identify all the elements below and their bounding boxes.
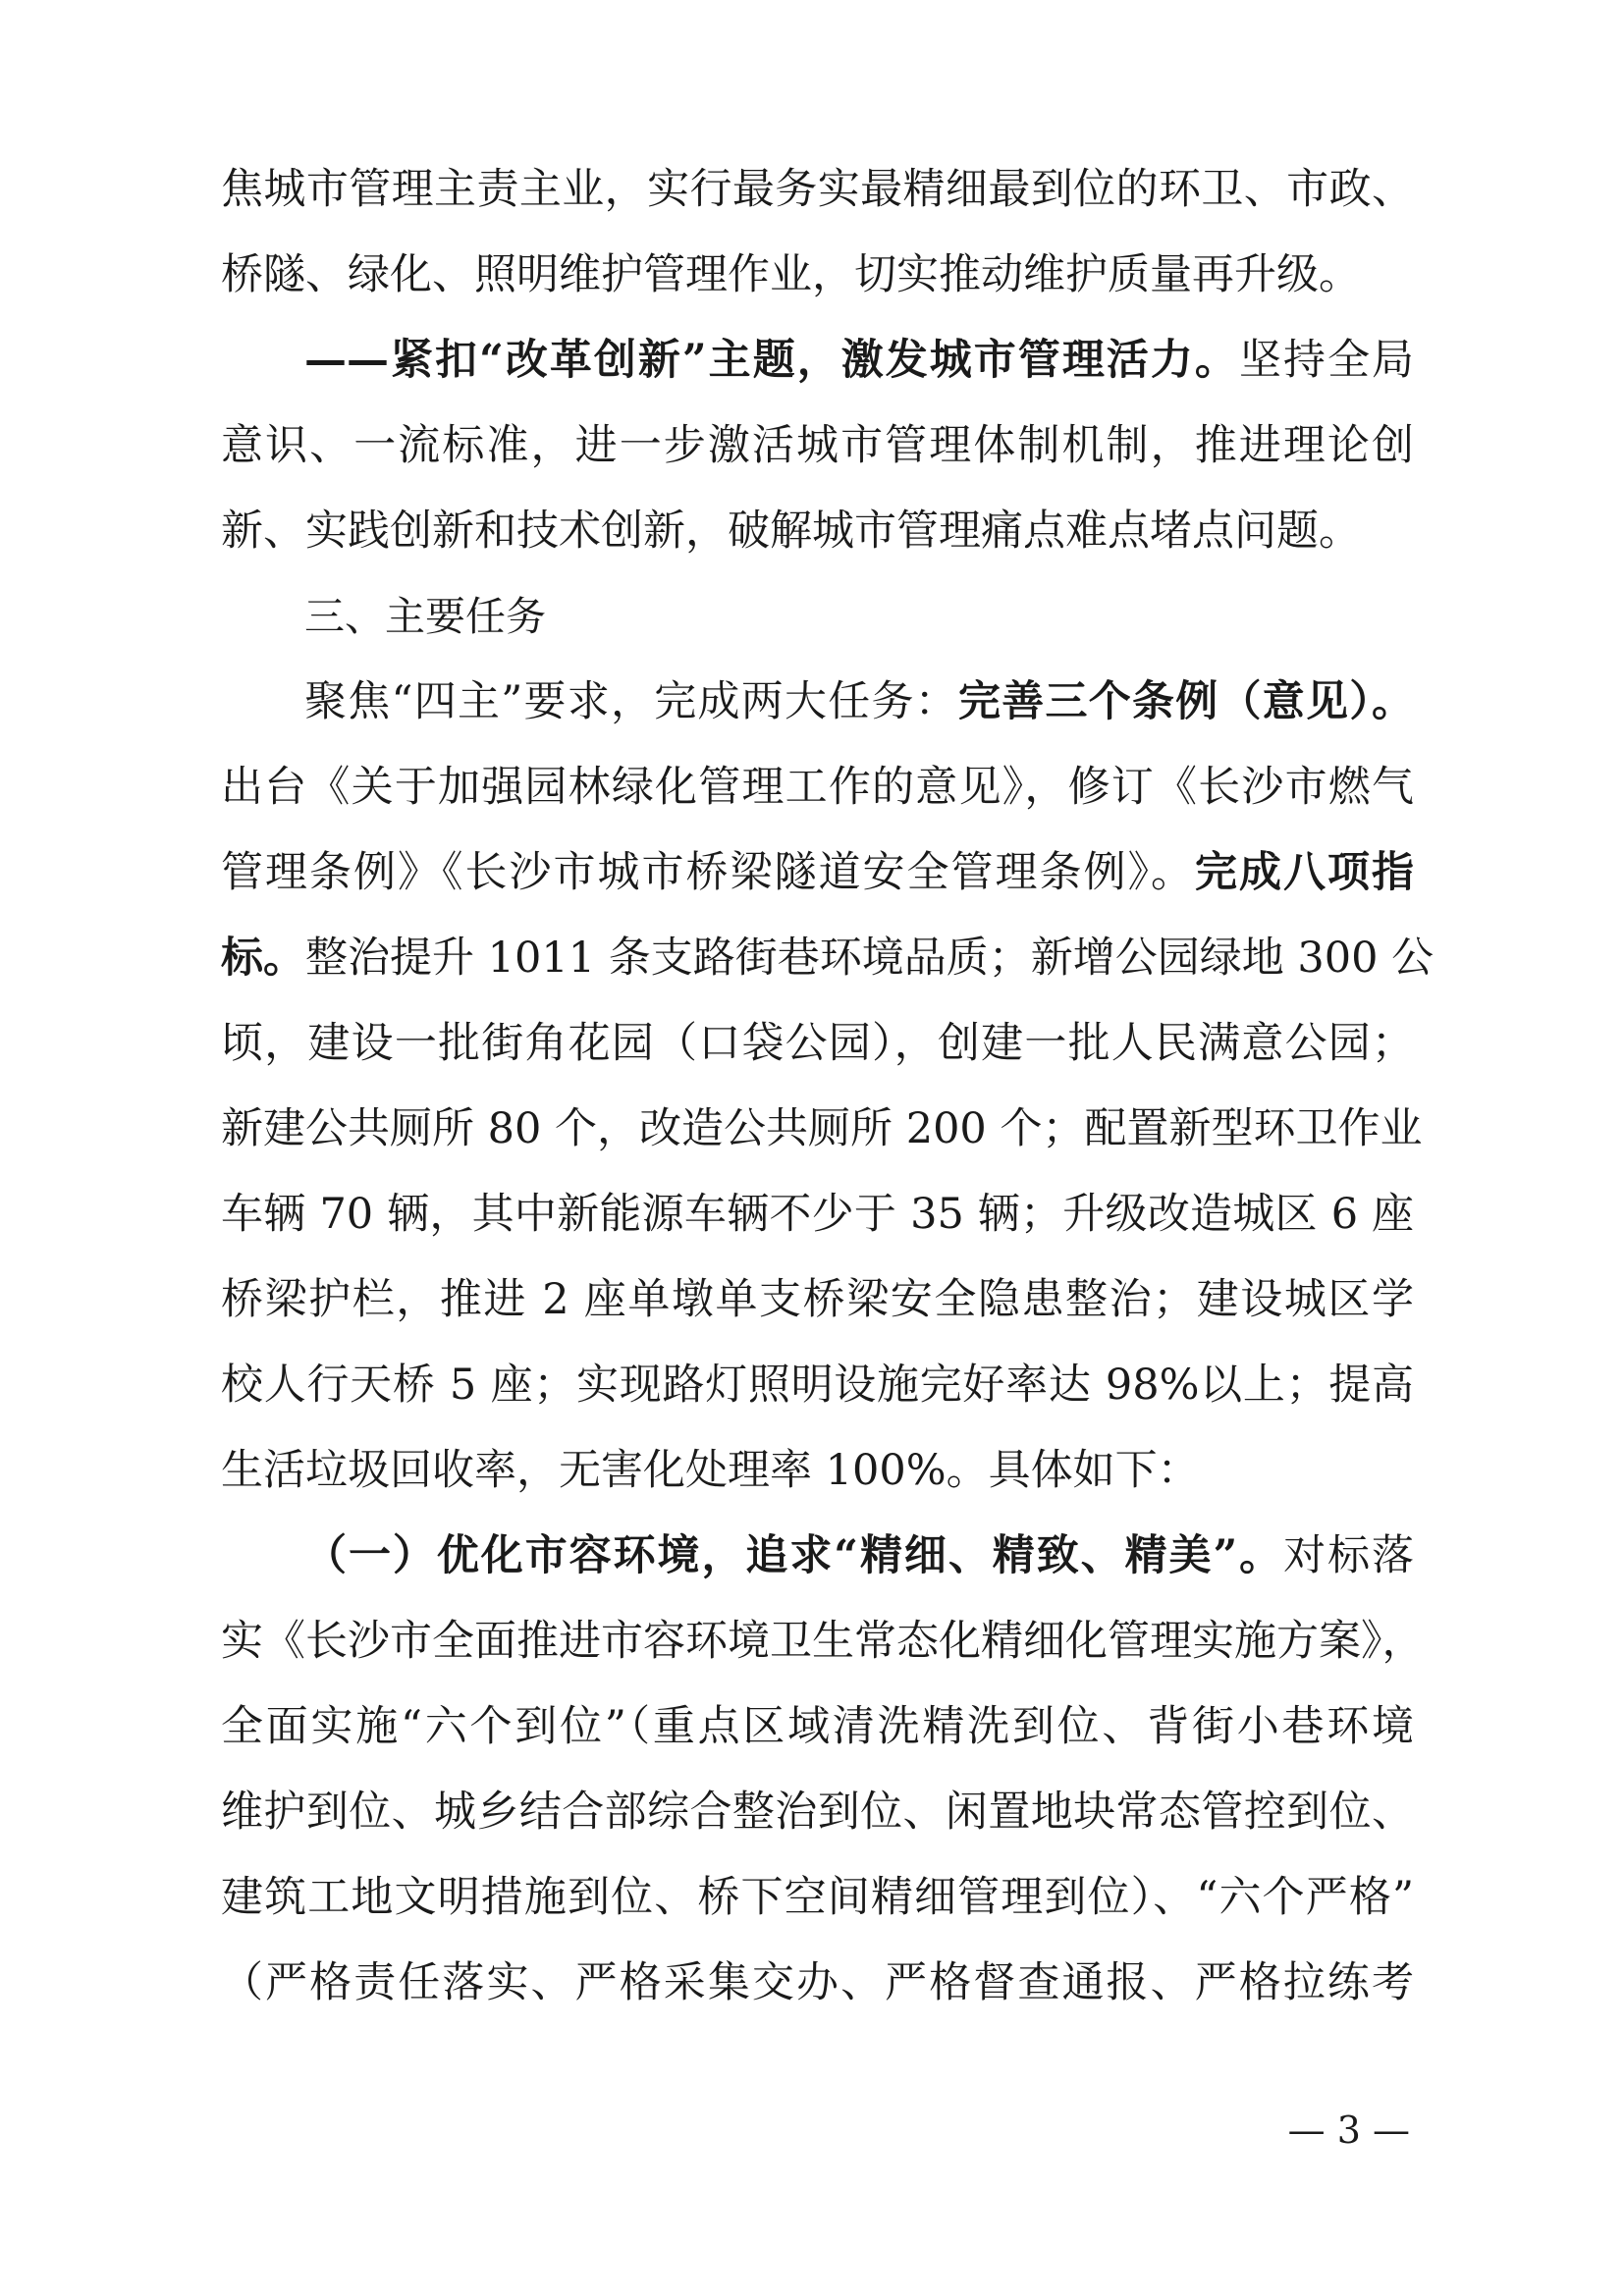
text-run: 坚持全局 — [1238, 336, 1415, 385]
text-run: 桥隧、绿化、照明维护管理作业，切实推动维护质量再升级。 — [221, 250, 1361, 299]
paragraph-line — [221, 1687, 1414, 1766]
paragraph-line — [221, 236, 1414, 314]
paragraph-line — [221, 1858, 1414, 1937]
paragraph-line — [221, 1431, 1414, 1510]
bold-lead-text: 完成八项指 — [1195, 848, 1414, 897]
text-run: 全面实施“六个到位”（重点区域清洗精洗到位、背街小巷环境 — [221, 1702, 1414, 1751]
text-run: 焦城市管理主责主业，实行最务实最精细最到位的环卫、市政、 — [221, 165, 1414, 214]
paragraph-line — [304, 663, 1414, 741]
paragraph-line — [221, 833, 1414, 912]
paragraph-line — [221, 492, 1414, 570]
page-number: — 3 — — [1287, 2109, 1410, 2152]
text-run: 出台《关于加强园林绿化管理工作的意见》，修订《长沙市燃气 — [221, 763, 1414, 812]
paragraph-line — [304, 1517, 1414, 1595]
bold-lead-text: 完善三个条例（意见）。 — [958, 677, 1415, 726]
paragraph-line — [221, 1346, 1414, 1424]
paragraph-line — [221, 1004, 1414, 1083]
paragraph-line — [221, 1260, 1414, 1339]
text-run: 生活垃圾回收率，无害化处理率 100%。具体如下： — [221, 1446, 1200, 1495]
text-run: 维护到位、城乡结合部综合整治到位、闲置地块常态管控到位、 — [221, 1788, 1414, 1837]
text-run: （严格责任落实、严格采集交办、严格督查通报、严格拉练考 — [221, 1958, 1414, 2007]
section-heading — [304, 577, 1414, 656]
paragraph-line — [221, 150, 1414, 229]
paragraph-line — [304, 321, 1414, 400]
bold-lead-text: （一）优化市容环境，追求“精细、精致、精美”。 — [304, 1531, 1284, 1580]
text-run: 聚焦“四主”要求，完成两大任务： — [304, 677, 958, 726]
section-heading-text: 三、主要任务 — [304, 593, 546, 640]
bold-lead-text: 标。 — [221, 934, 305, 983]
text-run: 桥梁护栏，推进 2 座单墩单支桥梁安全隐患整治；建设城区学 — [221, 1275, 1414, 1324]
text-run: 整治提升 1011 条支路街巷环境品质；新增公园绿地 300 公 — [305, 934, 1435, 983]
paragraph-line — [221, 406, 1414, 485]
paragraph-line — [221, 1944, 1414, 2022]
paragraph-line — [221, 1773, 1414, 1851]
paragraph-line — [221, 919, 1435, 997]
text-run: 对标落 — [1283, 1531, 1415, 1580]
text-run: 管理条例》《长沙市城市桥梁隧道安全管理条例》。 — [221, 848, 1195, 897]
text-run: 新建公共厕所 80 个，改造公共厕所 200 个；配置新型环卫作业 — [221, 1104, 1423, 1153]
text-run: 实《长沙市全面推进市容环境卫生常态化精细化管理实施方案》， — [221, 1617, 1425, 1666]
text-run: 顷，建设一批街角花园（口袋公园），创建一批人民满意公园； — [221, 1019, 1414, 1068]
text-run: 新、实践创新和技术创新，破解城市管理痛点难点堵点问题。 — [221, 507, 1361, 556]
paragraph-line — [221, 1175, 1414, 1254]
text-run: 车辆 70 辆，其中新能源车辆不少于 35 辆；升级改造城区 6 座 — [221, 1190, 1414, 1239]
paragraph-line — [221, 748, 1414, 827]
text-run: 建筑工地文明措施到位、桥下空间精细管理到位）、“六个严格” — [221, 1873, 1414, 1922]
paragraph-line — [221, 1602, 1425, 1681]
paragraph-line — [221, 1090, 1423, 1168]
bold-lead-text: ——紧扣“改革创新”主题，激发城市管理活力。 — [304, 336, 1239, 385]
text-run: 校人行天桥 5 座；实现路灯照明设施完好率达 98%以上；提高 — [221, 1361, 1414, 1410]
text-run: 意识、一流标准，进一步激活城市管理体制机制，推进理论创 — [221, 421, 1414, 470]
